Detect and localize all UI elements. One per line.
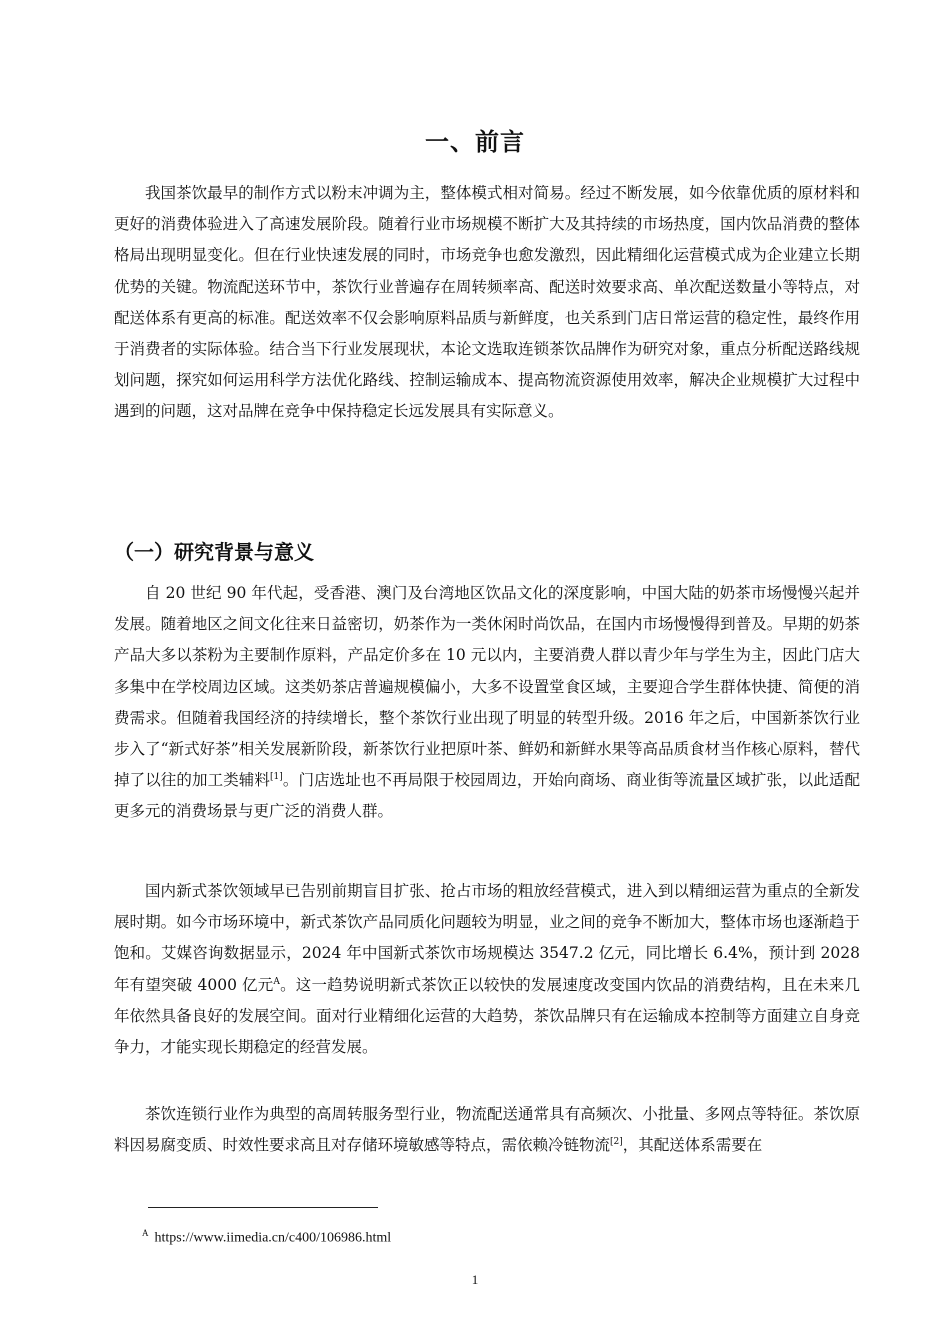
paragraph-text: 国内新式茶饮领域早已告别前期盲目扩张、抢占市场的粗放经营模式，进入到以精细运营为重点的全新发展时期。如今市场环境中，新式茶饮产品同质化问题较为明显，业之间的竞争不断加大，整体市场也逐渐趋于饱和。艾媒咨询数据显示，2024 年中国新式茶饮市场规模达 3547.2 亿元，同比增长 6.4%，预计到 2028 年有望突破 4000 亿元 xyxy=(114,882,860,994)
paragraph-text: ，其配送体系需要在 xyxy=(622,1136,763,1155)
intro-paragraph: 我国茶饮最早的制作方式以粉末冲调为主，整体模式相对简易。经过不断发展，如今依靠优质的原材料和更好的消费体验进入了高速发展阶段。随着行业市场规模不断扩大及其持续的市场热度，国内饮品消费的整体格局出现明显变化。但在行业快速发展的同时，市场竞争也愈发激烈，因此精细化运营模式成为企业建立长期优势的关键。物流配送环节中，茶饮行业普遍存在周转频率高、配送时效要求高、单次配送数量小等特点，对配送体系有更高的标准。配送效率不仅会影响原料品质与新鲜度，也关系到门店日常运营的稳定性，最终作用于消费者的实际体验。结合当下行业发展现状，本论文选取连锁茶饮品牌作为研究对象，重点分析配送路线规划问题，探究如何运用科学方法优化路线、控制运输成本、提高物流资源使用效率，解决企业规模扩大过程中遇到的问题，这对品牌在竞争中保持稳定长远发展具有实际意义。 xyxy=(114,184,860,421)
footnote xyxy=(142,1223,391,1249)
paragraph-text: 自 20 世纪 90 年代起，受香港、澳门及台湾地区饮品文化的深度影响，中国大陆的奶茶市场慢慢兴起并发展。随着地区之间文化往来日益密切，奶茶作为一类休闲时尚饮品，在国内市场慢慢得到普及。早期的奶茶产品大多以茶粉为主要制作原料，产品定价多在 10 元以内，主要消费人群以青少年与学生为主，因此门店大多集中在学校周边区域。这类奶茶店普遍规模偏小，大多不设置堂食区域，主要迎合学生群体快捷、简便的消费需求。但随着我国经济的持续增长，整个茶饮行业出现了明显的转型升级。2016 年之后，中国新茶饮行业步入了“新式好茶”相关发展新阶段，新茶饮行业把原叶茶、鲜奶和新鲜水果等高品质食材当作核心原料，替代掉了以往的加工类辅料 xyxy=(114,584,860,790)
footnote-mark: A xyxy=(142,1228,149,1238)
chapter-heading: 一、前言 xyxy=(425,128,525,156)
background-paragraph-2 xyxy=(114,876,860,1063)
page-number: 1 xyxy=(471,1272,479,1287)
footnote-divider xyxy=(148,1207,378,1208)
background-paragraph-1 xyxy=(114,578,860,828)
citation-ref[interactable]: [1] xyxy=(270,772,283,783)
footnote-link[interactable]: https://www.iimedia.cn/c400/106986.html xyxy=(154,1230,392,1246)
section-heading: （一）研究背景与意义 xyxy=(114,540,314,564)
paragraph-text: 。门店选址也不再局限于校园周边，开始向商场、商业街等流量区域扩张，以此适配更多元的消费场景与更广泛的消费人群。 xyxy=(114,771,860,821)
citation-ref[interactable]: [2] xyxy=(610,1137,623,1148)
paragraph-text: 茶饮连锁行业作为典型的高周转服务型行业，物流配送通常具有高频次、小批量、多网点等特征。茶饮原料因易腐变质、时效性要求高且对存储环境敏感等特点，需依赖冷链物流 xyxy=(114,1105,860,1155)
background-paragraph-3 xyxy=(114,1099,860,1161)
footnote-ref[interactable]: A xyxy=(273,976,280,987)
paragraph-text: 。这一趋势说明新式茶饮正以较快的发展速度改变国内饮品的消费结构，且在未来几年依然具备良好的发展空间。面对行业精细化运营的大趋势，茶饮品牌只有在运输成本控制等方面建立自身竞争力，才能实现长期稳定的经营发展。 xyxy=(114,975,860,1057)
